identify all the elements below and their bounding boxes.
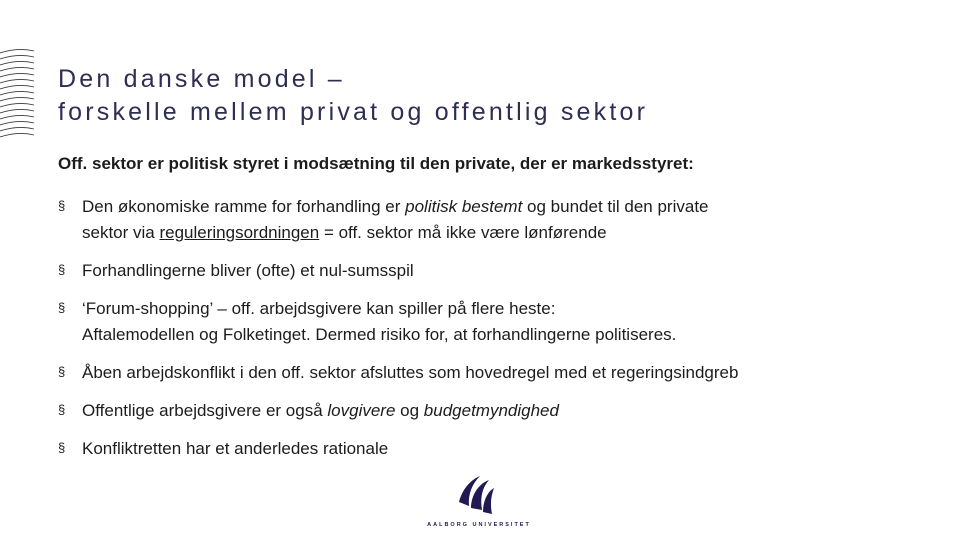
slide-subtitle: Off. sektor er politisk styret i modsætning til den private, der er markedsstyret: [58, 154, 694, 173]
bullet-marker-icon: § [58, 198, 66, 213]
slide-title-line-1: Den danske model – [58, 65, 345, 93]
underlined-text: reguleringsordningen [159, 223, 320, 242]
logo-wordmark: AALBORG UNIVERSITET [427, 522, 531, 528]
bullet-list [58, 194, 938, 474]
emphasis-text: politisk bestemt [405, 197, 523, 216]
slide-title-line-2: forskelle mellem privat og offentlig sektor [58, 98, 649, 126]
bullet-item: § Forhandlingerne bliver (ofte) et nul-sumsspil [58, 261, 414, 280]
bullet-marker-icon: § [58, 440, 66, 455]
bullet-item: § Åben arbejdskonflikt i den off. sektor afsluttes som hovedregel med et regeringsindgreb [58, 363, 739, 382]
bullet-item: § Konfliktretten har et anderledes rationale [58, 439, 389, 458]
bullet-marker-icon: § [58, 402, 66, 417]
emphasis-text: budgetmyndighed [423, 401, 559, 420]
bullet-item: § ‘Forum-shopping’ – off. arbejdsgivere kan spiller på flere heste: Aftalemodellen og Folketinget. Dermed risiko for, at forhandlingerne politiseres. [58, 299, 677, 344]
bullet-marker-icon: § [58, 262, 66, 277]
bullet-marker-icon: § [58, 300, 66, 315]
bullet-item: § Offentlige arbejdsgivere er også lovgivere og budgetmyndighed [58, 401, 559, 420]
logo-wave-icon [456, 472, 496, 516]
bullet-item: § Den økonomiske ramme for forhandling er politisk bestemt og bundet til den private sektor via reguleringsordningen = off. sektor må ikke være lønførende [58, 197, 709, 242]
university-logo [426, 472, 536, 532]
slide-title [58, 63, 648, 129]
bullet-marker-icon: § [58, 364, 66, 379]
emphasis-text: lovgivere [327, 401, 396, 420]
decorative-wave-lines [0, 45, 36, 145]
